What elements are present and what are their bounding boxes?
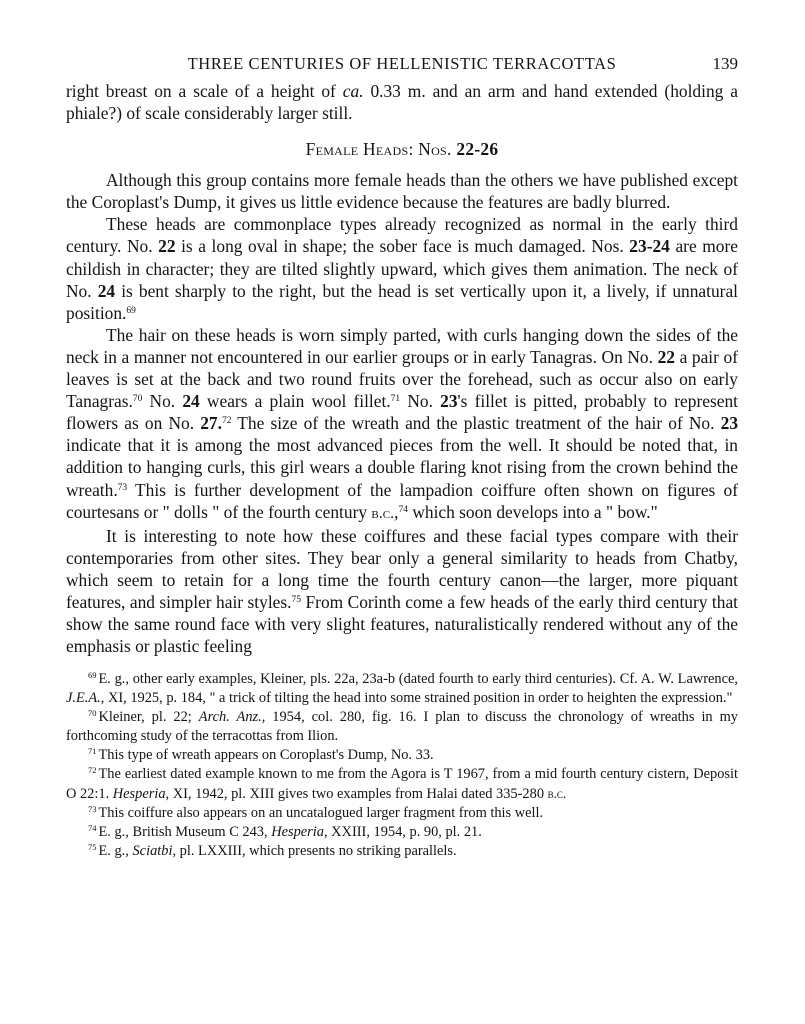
italic-text: ca. <box>342 81 364 101</box>
text-run: which soon develops into a " bow." <box>407 501 658 522</box>
text-run: a pair of leaves is set at the back and two round fruits over the forehead, such as occur also on early Tanagras. <box>66 346 738 412</box>
text-run: right breast on a scale of a height of <box>66 81 343 101</box>
page <box>66 54 738 861</box>
era-abbreviation: b.c. <box>547 786 567 802</box>
footnote-70 <box>66 708 738 746</box>
footnote-text: , XXIII, 1954, p. 90, pl. 21. <box>323 824 482 841</box>
text-run: No. <box>142 391 183 412</box>
text-run: The hair on these heads is worn simply parted, with curls hanging down the sides of the neck in a manner not encountered in our earlier groups or in early Tanagras. On No. <box>66 324 738 367</box>
footnote-ref-71[interactable]: 71 <box>390 394 401 405</box>
footnote-text: , XI, 1942, pl. XIII gives two examples from Halai dated 335-280 <box>165 786 548 803</box>
footnote-72 <box>66 765 738 804</box>
catalogue-number: 24 <box>97 280 116 301</box>
footnote-ref-70[interactable]: 70 <box>132 394 143 405</box>
journal-title: Hesperia <box>112 786 166 803</box>
journal-title: Arch. Anz. <box>198 709 262 726</box>
footnote-74 <box>66 823 738 842</box>
catalogue-number: 22 <box>158 236 176 257</box>
catalogue-number: 23 <box>720 413 739 434</box>
paragraph-2 <box>66 213 738 323</box>
footnote-ref-74[interactable]: 74 <box>398 504 408 515</box>
footnote-marker: 74 <box>88 823 97 834</box>
text-run: is bent sharply to the right, but the head is set vertically upon it, a lively, if unnatural position. <box>66 280 739 323</box>
text-run: are more childish in character; they are tilted slightly upward, which gives them animation. The neck of No. <box>66 236 738 301</box>
catalogue-number: 22 <box>657 346 675 367</box>
text-run: These heads are commonplace types already recognized as normal in the early third century. No. <box>66 214 738 257</box>
footnote-ref-69[interactable]: 69 <box>126 305 136 316</box>
paragraph-4 <box>66 525 738 658</box>
footnote-69 <box>66 670 738 708</box>
text-run: The size of the wreath and the plastic treatment of the hair of No. <box>231 413 721 434</box>
text-run: From Corinth come a few heads of the early third century that show the same round face with very slight features, naturalistically rendered without any of the emphasis or plastic feeling <box>66 591 738 657</box>
text-run: No. <box>400 391 441 412</box>
catalogue-number: 23-24 <box>629 236 670 257</box>
footnote-marker: 72 <box>88 765 97 776</box>
footnote-text: , pl. LXXIII, which presents no striking parallels. <box>172 843 457 860</box>
text-run: It is interesting to note how these coiffures and these facial types compare with their contemporaries from other sites. They bear only a general similarity to heads from Chatby, which seem to retain for a long time the fourth century canon—the larger, more piquant features, and simpler hair styles. <box>66 525 738 612</box>
text-run: 's fillet is pitted, probably to represent flowers as on No. <box>66 391 738 434</box>
footnote-text: The earliest dated example known to me from the Agora is T 1967, from a mid fourth century cistern, Deposit O 22:1. <box>66 766 738 803</box>
paragraph-1: Although this group contains more female heads than the others we have published except the Coroplast's Dump, it gives us little evidence because the features are badly blurred. <box>66 170 738 213</box>
paragraph-continued <box>66 80 738 124</box>
catalogue-number: 23 <box>440 391 458 412</box>
text-run: wears a plain wool fillet. <box>199 391 391 412</box>
text-run: , <box>394 501 399 522</box>
heading-nos: Nos. <box>418 139 452 160</box>
journal-title: J.E.A. <box>66 690 101 707</box>
era-abbreviation: b.c. <box>371 504 395 522</box>
body-text <box>66 80 738 657</box>
footnote-text: , XI, 1925, p. 184, " a trick of tilting the head into some strained position in order to heighten the expression." <box>100 690 733 707</box>
footnote-marker: 75 <box>88 842 97 853</box>
text-run: This is further development of the lampadion coiffure often shown on figures of courtesans or " dolls " of the fourth century <box>66 479 738 522</box>
footnote-text: E. g., other early examples, Kleiner, pls. 22a, 23a-b (dated fourth to early third centuries). Cf. A. W. Lawrence, <box>98 671 738 688</box>
footnote-ref-73[interactable]: 73 <box>117 482 128 493</box>
page-number: 139 <box>712 54 738 73</box>
footnote-73 <box>66 804 738 823</box>
publication-title: Sciatbi <box>132 843 173 860</box>
footnote-text: E. g., British Museum C 243, <box>98 824 272 841</box>
footnote-marker: 73 <box>88 804 97 815</box>
footnote-text: , 1954, col. 280, fig. 16. I plan to discuss the chronology of wreaths in my forthcoming study of the terracottas from Ilion. <box>66 709 738 745</box>
footnote-marker: 71 <box>88 746 97 757</box>
footnote-marker: 69 <box>88 670 97 681</box>
catalogue-number: 24 <box>182 391 200 412</box>
running-title: THREE CENTURIES OF HELLENISTIC TERRACOTTAS <box>187 54 617 73</box>
footnote-marker: 70 <box>88 708 97 719</box>
heading-separator: : <box>408 139 419 160</box>
text-run: indicate that it is among the most advanced pieces from the well. It should be noted that, in addition to hanging curls, this girl wears a double flaring knot rising from the crown behind the wreath. <box>66 435 738 500</box>
footnote-text: This coiffure also appears on an uncatalogued larger fragment from this well. <box>98 805 544 822</box>
catalogue-number: 27. <box>200 413 222 434</box>
text-run: 0.33 m. and an arm and hand extended (holding a phiale?) of scale considerably larger still. <box>66 81 738 124</box>
text-run: is a long oval in shape; the sober face is much damaged. Nos. <box>175 236 630 257</box>
footnote-text: E. g., <box>98 843 133 860</box>
footnote-75 <box>66 842 738 861</box>
journal-title: Hesperia <box>271 824 324 841</box>
footnotes <box>66 670 738 861</box>
footnote-ref-72[interactable]: 72 <box>221 416 232 427</box>
paragraph-3 <box>66 324 738 525</box>
running-header <box>66 54 738 80</box>
footnote-text: Kleiner, pl. 22; <box>98 709 199 726</box>
heading-range: 22-26 <box>456 139 499 160</box>
footnote-text: This type of wreath appears on Coroplast's Dump, No. 33. <box>98 747 434 764</box>
heading-title: Female Heads <box>305 139 409 160</box>
section-heading <box>66 138 738 160</box>
footnote-ref-75[interactable]: 75 <box>291 594 302 605</box>
footnote-71 <box>66 746 738 765</box>
